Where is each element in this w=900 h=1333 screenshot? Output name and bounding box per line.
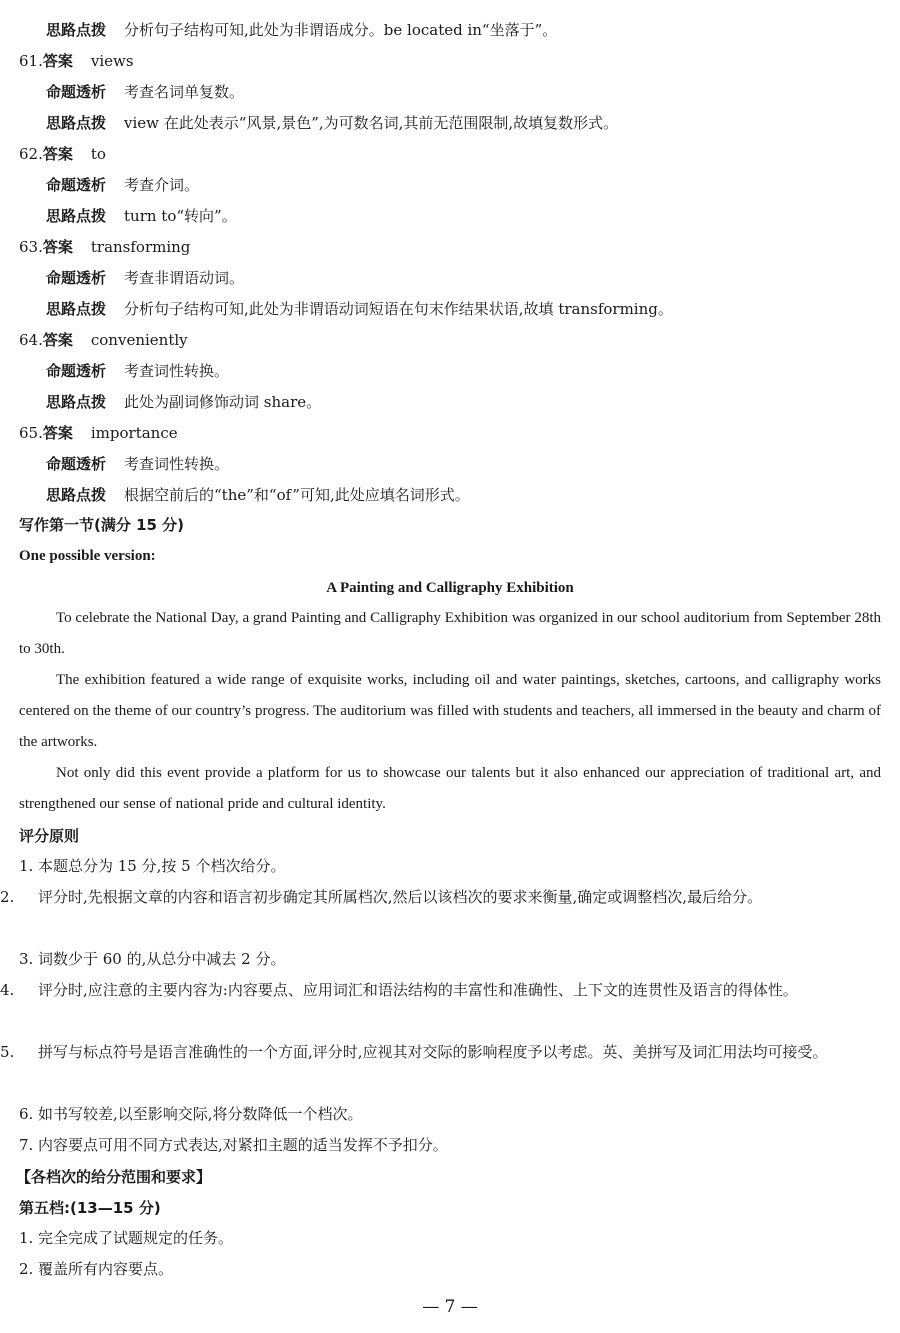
hint-text: turn to“转向”。: [124, 207, 237, 225]
rule-text: 评分时,先根据文章的内容和语言初步确定其所属档次,然后以该档次的要求来衡量,确定或调整档次,最后给分。: [38, 888, 763, 906]
rule-2: [0, 882, 900, 913]
rule-number: 4.: [0, 981, 15, 999]
answer-text: conveniently: [90, 331, 188, 349]
hint-text: 分析句子结构可知,此处为非谓语动词短语在句末作结果状语,故填 transforming。: [124, 300, 673, 318]
rule-number: 6.: [19, 1105, 34, 1123]
rule-text: 本题总分为 15 分,按 5 个档次给分。: [38, 857, 286, 875]
item-text: 完全完成了试题规定的任务。: [38, 1229, 234, 1247]
analysis-label: 命题透析: [46, 455, 107, 473]
item-number: 62.: [19, 145, 43, 163]
item-62-answer: [19, 144, 106, 164]
essay-paragraph-3: Not only did this event provide a platform for us to showcase our talents but it also enhanced our appreciation of traditional art, and strengthened our sense of national pride and cultural identity.: [19, 765, 881, 812]
item-number: 64.: [19, 331, 43, 349]
level-5-item-2: [19, 1254, 881, 1285]
levels-title: 【各档次的给分范围和要求】: [16, 1168, 212, 1186]
answer-label: 答案: [42, 424, 73, 442]
analysis-text: 考查非谓语动词。: [124, 269, 245, 287]
hint-label: 思路点拨: [46, 114, 107, 132]
item-65-analysis: [46, 454, 229, 474]
hint-text: view 在此处表示“风景,景色”,为可数名词,其前无范围限制,故填复数形式。: [124, 114, 619, 132]
page-number: — 7 —: [422, 1297, 478, 1317]
item-text: 覆盖所有内容要点。: [38, 1260, 174, 1278]
rule-4: [0, 975, 900, 1006]
rule-number: 5.: [0, 1043, 15, 1061]
essay-paragraph-2: The exhibition featured a wide range of exquisite works, including oil and water paintings, sketches, cartoons, and calligraphy works centered on the theme of our country’s progress. The auditorium was filled with students and teachers, all immersed in the beauty and charm of the artworks.: [19, 672, 881, 750]
item-63-analysis: [46, 268, 244, 288]
item-61-hint: [46, 113, 618, 133]
item-62-hint: [46, 206, 237, 226]
essay-title: A Painting and Calligraphy Exhibition: [326, 580, 574, 596]
hint-label: 思路点拨: [46, 300, 107, 318]
rule-6: [19, 1099, 881, 1130]
analysis-text: 考查名词单复数。: [124, 83, 245, 101]
hint-label: 思路点拨: [46, 486, 107, 504]
hint-label: 思路点拨: [46, 21, 107, 39]
essay-paragraph-1: To celebrate the National Day, a grand Painting and Calligraphy Exhibition was organized in our school auditorium from September 28th to 30th.: [19, 610, 881, 657]
item-61-answer: [19, 51, 134, 71]
hint-text: 分析句子结构可知,此处为非谓语成分。be located in“坐落于”。: [124, 21, 558, 39]
rule-text: 内容要点可用不同方式表达,对紧扣主题的适当发挥不予扣分。: [38, 1136, 448, 1154]
answer-text: importance: [90, 424, 178, 442]
hint-text: 此处为副词修饰动词 share。: [124, 393, 322, 411]
analysis-label: 命题透析: [46, 362, 107, 380]
analysis-text: 考查词性转换。: [124, 455, 230, 473]
item-65-answer: [19, 423, 178, 443]
item-63-hint: [46, 299, 673, 319]
hint-label: 思路点拨: [46, 393, 107, 411]
item-62-analysis: [46, 175, 199, 195]
answer-text: views: [90, 52, 134, 70]
hint-text: 根据空前后的“the”和“of”可知,此处应填名词形式。: [124, 486, 470, 504]
answer-label: 答案: [42, 52, 73, 70]
scoring-title: 评分原则: [19, 827, 80, 845]
rule-7: [19, 1130, 881, 1161]
answer-text: to: [90, 145, 106, 163]
item-number: 61.: [19, 52, 43, 70]
answer-text: transforming: [90, 238, 191, 256]
hint-label: 思路点拨: [46, 207, 107, 225]
item-number: 1.: [19, 1229, 34, 1247]
answer-label: 答案: [42, 238, 73, 256]
item-60-hint: [46, 20, 557, 40]
rule-3: [19, 944, 881, 975]
rule-text: 如书写较差,以至影响交际,将分数降低一个档次。: [38, 1105, 363, 1123]
item-number: 65.: [19, 424, 43, 442]
item-number: 63.: [19, 238, 43, 256]
answer-label: 答案: [42, 331, 73, 349]
writing-section-title: 写作第一节(满分 15 分): [19, 516, 185, 534]
analysis-label: 命题透析: [46, 176, 107, 194]
rule-text: 拼写与标点符号是语言准确性的一个方面,评分时,应视其对交际的影响程度予以考虑。英、美拼写及词汇用法均可接受。: [38, 1043, 828, 1061]
item-65-hint: [46, 485, 470, 505]
rule-5: [0, 1037, 900, 1068]
analysis-label: 命题透析: [46, 269, 107, 287]
rule-text: 评分时,应注意的主要内容为:内容要点、应用词汇和语法结构的丰富性和准确性、上下文的连贯性及语言的得体性。: [38, 981, 798, 999]
item-64-answer: [19, 330, 188, 350]
rule-number: 2.: [0, 888, 15, 906]
answer-label: 答案: [42, 145, 73, 163]
item-64-hint: [46, 392, 321, 412]
analysis-label: 命题透析: [46, 83, 107, 101]
rule-number: 3.: [19, 950, 34, 968]
level-5-title: 第五档:(13—15 分): [19, 1199, 161, 1217]
rule-1: [19, 851, 881, 882]
item-61-analysis: [46, 82, 244, 102]
level-5-item-1: [19, 1223, 881, 1254]
version-label: One possible version:: [19, 548, 156, 564]
rule-number: 7.: [19, 1136, 34, 1154]
rule-number: 1.: [19, 857, 34, 875]
item-63-answer: [19, 237, 190, 257]
analysis-text: 考查词性转换。: [124, 362, 230, 380]
rule-text: 词数少于 60 的,从总分中减去 2 分。: [38, 950, 286, 968]
item-number: 2.: [19, 1260, 34, 1278]
analysis-text: 考查介词。: [124, 176, 200, 194]
item-64-analysis: [46, 361, 229, 381]
